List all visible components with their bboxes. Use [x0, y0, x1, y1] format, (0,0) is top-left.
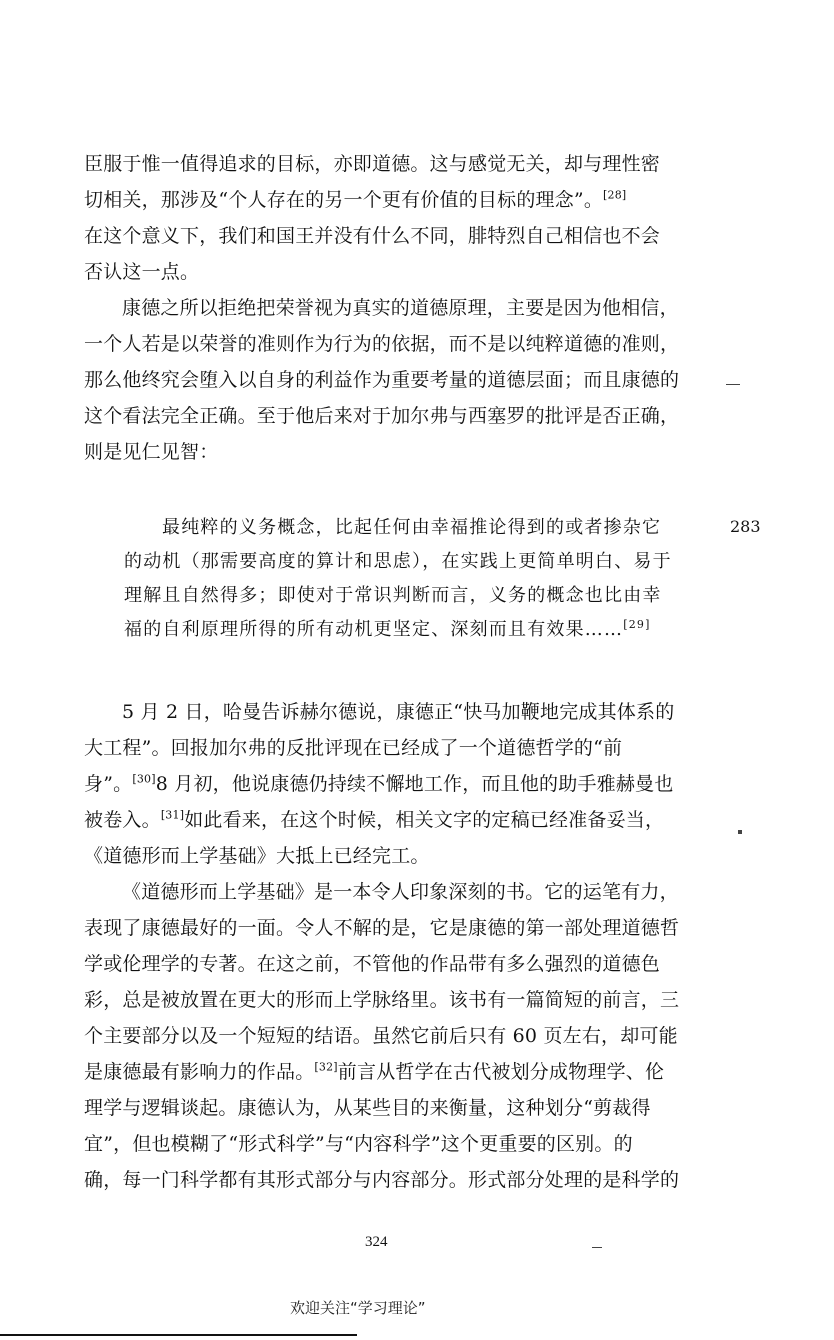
paragraph-3 — [84, 694, 834, 874]
scan-mark — [726, 384, 740, 385]
paragraph-1 — [84, 146, 834, 290]
quote-line: 理解且自然得多；即使对于常识判断而言，义务的概念也比由幸 — [124, 585, 662, 606]
text-line: 个主要部分以及一个短短的结语。虽然它前后只有 60 页左右，却可能 — [84, 1025, 678, 1047]
paragraph-4 — [84, 874, 834, 1198]
footer-note: 欢迎关注“学习理论” — [290, 1299, 426, 1317]
text-line: 确，每一门科学都有其形式部分与内容部分。形式部分处理的是科学的 — [84, 1169, 680, 1191]
text-line: 一个人若是以荣誉的准则作为行为的依据，而不是以纯粹道德的准则， — [84, 333, 680, 355]
footnote-marker: [31] — [160, 808, 185, 822]
footnote-marker: [32] — [314, 1060, 338, 1074]
text-line: 是康德最有影响力的作品。[32]前言从哲学在古代被划分成物理学、伦 — [84, 1060, 665, 1083]
text-line: 臣服于惟一值得追求的目标，亦即道德。这与感觉无关，却与理性密 — [84, 153, 661, 175]
text-line: 《道德形而上学基础》是一本令人印象深刻的书。它的运笔有力， — [122, 881, 679, 903]
text-line: 理学与逻辑谈起。康德认为，从某些目的来衡量，这种划分“剪裁得 — [84, 1097, 651, 1119]
text-line: 表现了康德最好的一面。令人不解的是，它是康德的第一部处理道德哲 — [84, 917, 680, 939]
scan-mark — [738, 830, 742, 834]
text-line: 《道德形而上学基础》大抵上已经完工。 — [84, 845, 430, 867]
text-line: 5 月 2 日，哈曼告诉赫尔德说，康德正“快马加鞭地完成其体系的 — [122, 701, 675, 723]
bottom-rule — [0, 1334, 357, 1336]
footnote-marker: [30] — [132, 772, 156, 786]
page-number: 324 — [365, 1234, 388, 1250]
quote-line: 最纯粹的义务概念，比起任何由幸福推论得到的或者掺杂它 — [162, 517, 662, 538]
text-line: 那么他终究会堕入以自身的利益作为重要考量的道德层面；而且康德的 — [84, 369, 680, 391]
text-line: 康德之所以拒绝把荣誉视为真实的道德原理，主要是因为他相信， — [122, 297, 679, 319]
margin-page-number: 283 — [730, 517, 761, 536]
text-line: 否认这一点。 — [84, 261, 200, 283]
paragraph-2 — [84, 290, 834, 470]
scan-mark — [592, 1247, 602, 1248]
quote-line: 的动机（那需要高度的算计和思虑），在实践上更简单明白、易于 — [124, 551, 672, 572]
quote-line: 福的自利原理所得的所有动机更坚定、深刻而且有效果……[29] — [124, 618, 651, 640]
text-line: 宜”，但也模糊了“形式科学”与“内容科学”这个更重要的区别。的 — [84, 1133, 633, 1155]
block-quote — [84, 510, 834, 646]
text-line: 切相关，那涉及“个人存在的另一个更有价值的目标的理念”。[28] — [84, 188, 627, 211]
text-line: 身”。[30]8 月初，他说康德仍持续不懈地工作，而且他的助手雅赫曼也 — [84, 772, 674, 795]
text-line: 被卷入。[31]如此看来，在这个时候，相关文字的定稿已经准备妥当， — [84, 808, 665, 831]
text-line: 这个看法完全正确。至于他后来对于加尔弗与西塞罗的批评是否正确， — [84, 405, 680, 427]
text-line: 学或伦理学的专著。在这之前，不管他的作品带有多么强烈的道德色 — [84, 953, 661, 975]
text-line: 在这个意义下，我们和国王并没有什么不同，腓特烈自己相信也不会 — [84, 225, 661, 247]
footnote-marker: [28] — [603, 188, 627, 202]
text-line: 彩，总是被放置在更大的形而上学脉络里。该书有一篇简短的前言，三 — [84, 989, 680, 1011]
text-line: 大工程”。回报加尔弗的反批评现在已经成了一个道德哲学的“前 — [84, 737, 623, 759]
footnote-marker: [29] — [623, 618, 651, 631]
text-line: 则是见仁见智： — [84, 441, 219, 463]
